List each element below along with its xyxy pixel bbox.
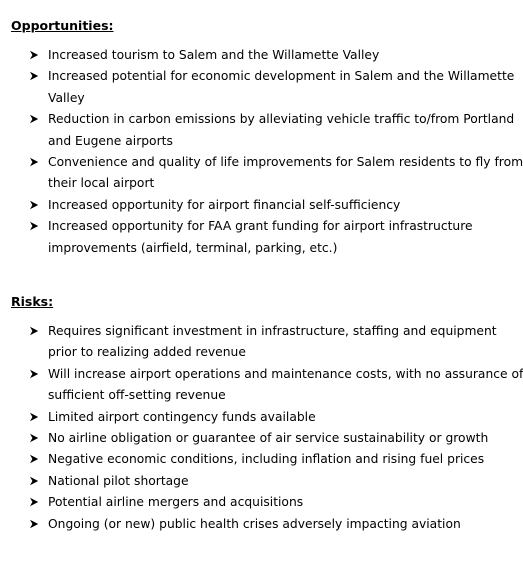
list-item-line: No airline obligation or guarantee of air service sustainability or growth [48, 431, 489, 446]
list-item-line: Requires significant investment in infrastructure, staffing and equipment [48, 324, 497, 338]
list-item-line: Increased opportunity for FAA grant funding for airport infrastructure [48, 219, 473, 234]
opportunities-list [0, 45, 523, 259]
list-item-line: and Eugene airports [48, 133, 173, 148]
risks-list [0, 321, 523, 535]
list-item [0, 195, 523, 216]
arrowhead-bullet-icon [29, 514, 41, 535]
list-item [0, 109, 523, 152]
list-item [0, 407, 523, 428]
arrowhead-bullet-icon [29, 66, 41, 87]
list-item-line: Reduction in carbon emissions by alleviating vehicle traffic to/from Portland [48, 112, 515, 127]
list-item [0, 471, 523, 492]
list-item-line: Will increase airport operations and maintenance costs, with no assurance of [48, 366, 523, 381]
arrowhead-bullet-icon [29, 492, 41, 513]
list-item-line: Negative economic conditions, including inflation and rising fuel prices [48, 452, 485, 467]
arrowhead-bullet-icon [29, 428, 41, 449]
list-item-line: Ongoing (or new) public health crises adversely impacting aviation [48, 516, 461, 531]
list-item-line: Convenience and quality of life improvements for Salem residents to fly from [48, 155, 523, 170]
arrowhead-bullet-icon [29, 152, 41, 173]
arrowhead-bullet-icon [29, 407, 41, 428]
list-item [0, 492, 523, 513]
arrowhead-bullet-icon [29, 449, 41, 470]
arrowhead-bullet-icon [29, 45, 41, 66]
list-item-line: improvements (airfield, terminal, parking, etc.) [48, 240, 338, 255]
list-item-line: prior to realizing added revenue [48, 345, 246, 360]
list-item-line: Potential airline mergers and acquisitions [48, 495, 304, 510]
list-item-line: Limited airport contingency funds available [48, 409, 316, 424]
list-item-line: Valley [48, 90, 85, 105]
list-item-line: Increased potential for economic development in Salem and the Willamette [48, 69, 515, 84]
list-item-line: National pilot shortage [48, 473, 189, 488]
opportunities-heading: Opportunities: [11, 18, 114, 33]
list-item [0, 45, 523, 66]
list-item [0, 514, 523, 535]
list-item-line: Increased tourism to Salem and the Willamette Valley [48, 48, 380, 62]
arrowhead-bullet-icon [29, 471, 41, 492]
list-item-line: their local airport [48, 176, 155, 191]
list-item [0, 428, 523, 449]
arrowhead-bullet-icon [29, 109, 41, 130]
list-item [0, 321, 523, 364]
list-item [0, 152, 523, 195]
list-item [0, 216, 523, 259]
arrowhead-bullet-icon [29, 364, 41, 385]
list-item [0, 449, 523, 470]
risks-heading: Risks: [11, 294, 54, 309]
arrowhead-bullet-icon [29, 195, 41, 216]
arrowhead-bullet-icon [29, 321, 41, 342]
list-item [0, 364, 523, 407]
list-item-line: Increased opportunity for airport financial self-sufficiency [48, 197, 401, 212]
list-item [0, 66, 523, 109]
list-item-line: sufficient off-setting revenue [48, 388, 226, 403]
arrowhead-bullet-icon [29, 216, 41, 237]
